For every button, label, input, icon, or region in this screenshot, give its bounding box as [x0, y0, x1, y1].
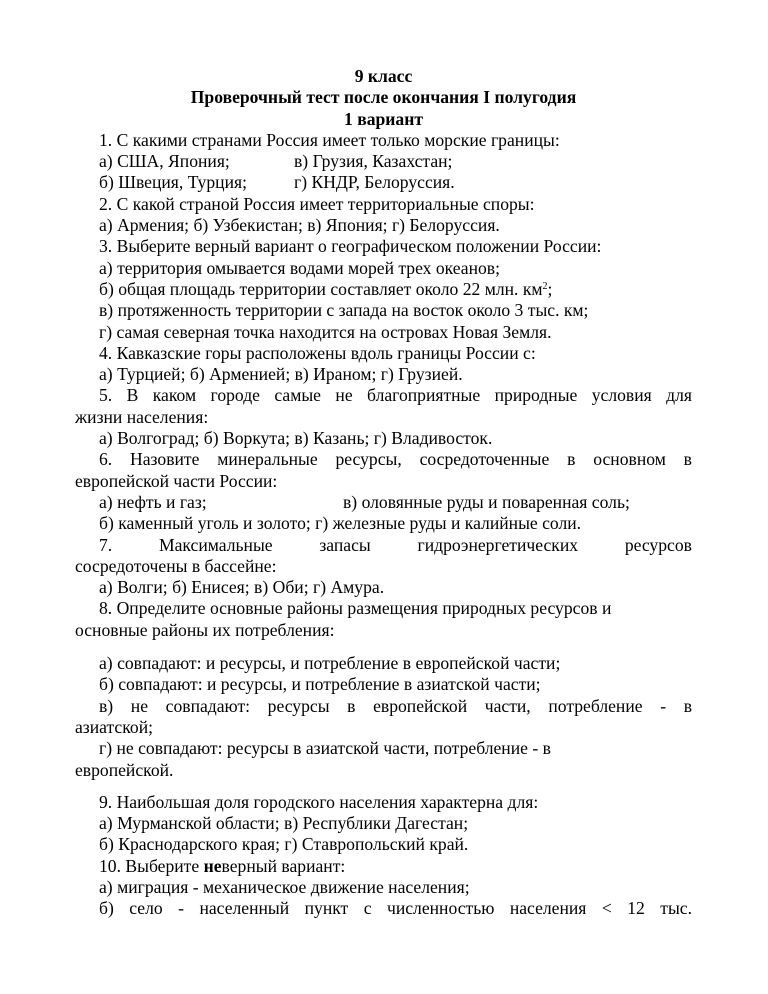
question-9-answers-row-1: а) Мурманской области; в) Республики Дагестан; — [99, 813, 469, 834]
question-10-bold: не — [203, 855, 222, 876]
answer-1g: г) КНДР, Белоруссия. — [294, 172, 455, 193]
answer-3b-end: ; — [547, 278, 553, 299]
answer-10a: а) миграция - механическое движение населения; — [99, 876, 470, 897]
answer-1v: в) Грузия, Казахстан; — [294, 151, 453, 172]
question-5-line-1: 5. В каком городе самые не благоприятные природные условия для — [99, 385, 692, 406]
answer-8b: б) совпадают: и ресурсы, и потребление в азиатской части; — [99, 674, 541, 695]
answer-8g-line-1: г) не совпадают: ресурсы в азиатской части, потребление - в — [99, 738, 551, 759]
question-2: 2. С какой страной Россия имеет территориальные споры: — [99, 193, 535, 214]
question-9: 9. Наибольшая доля городского населения характерна для: — [99, 791, 539, 812]
question-5-line-2: жизни населения: — [75, 406, 209, 427]
question-10 — [75, 856, 692, 877]
spacer — [75, 641, 692, 653]
grade-heading: 9 класс — [354, 66, 413, 86]
question-7-word-5: ресурсов — [624, 534, 692, 555]
question-1: 1. С какими странами Россия имеет только морские границы: — [99, 129, 560, 150]
question-8-line-2: основные районы их потребления: — [75, 619, 335, 640]
spacer — [75, 781, 692, 792]
answer-8g-line-2: европейской. — [75, 759, 174, 780]
question-8-line-1: 8. Определите основные районы размещения природных ресурсов и — [99, 598, 612, 619]
answer-3v: в) протяженность территории с запада на восток около 3 тыс. км; — [99, 300, 589, 321]
answer-1b: б) Швеция, Турция; — [99, 172, 247, 193]
test-title: Проверочный тест после окончания I полугодия — [190, 87, 577, 108]
answer-8a: а) совпадают: и ресурсы, и потребление в европейской части; — [99, 653, 561, 674]
question-6-line-2: европейской части России: — [75, 470, 278, 491]
answer-6v: в) оловянные руды и поваренная соль; — [343, 491, 630, 512]
question-7-line-2: сосредоточены в бассейне: — [75, 555, 277, 576]
answer-3b-text: б) общая площадь территории составляет около 22 млн. км — [99, 278, 543, 299]
answer-8v-line-2: азиатской; — [75, 716, 153, 737]
answer-3g: г) самая северная точка находится на островах Новая Земля. — [99, 321, 552, 342]
answer-3a: а) территория омывается водами морей трех океанов; — [99, 257, 500, 278]
question-7-word-3: запасы — [319, 534, 371, 555]
question-6-line-1: 6. Назовите минеральные ресурсы, сосредоточенные в основном в — [99, 449, 692, 470]
answer-3b-superscript: 2 — [542, 280, 548, 292]
document-page — [75, 66, 692, 920]
question-1-answers-row-1 — [75, 151, 692, 172]
answer-1a: а) США, Япония; — [99, 151, 230, 172]
question-10-pre: 10. Выберите — [99, 855, 204, 876]
question-7-answers: а) Волги; б) Енисея; в) Оби; г) Амура. — [99, 577, 385, 598]
question-6-answers-row-1 — [75, 492, 692, 513]
question-2-answers: а) Армения; б) Узбекистан; в) Япония; г) Белоруссия. — [99, 215, 500, 236]
question-9-answers-row-2: б) Краснодарского края; г) Ставропольский край. — [99, 834, 469, 855]
question-5-answers: а) Волгоград; б) Воркута; в) Казань; г) Владивосток. — [99, 428, 493, 449]
answer-8v-line-1: в) не совпадают: ресурсы в европейской части, потребление - в — [99, 695, 692, 716]
question-10-post: верный вариант: — [221, 855, 346, 876]
answer-10b: б) село - населенный пункт с численностью населения < 12 тыс. — [99, 898, 692, 919]
answer-6a: а) нефть и газ; — [99, 491, 207, 512]
question-7-line-1 — [75, 535, 692, 556]
question-3: 3. Выберите верный вариант о географическом положении России: — [99, 236, 602, 257]
question-4: 4. Кавказские горы расположены вдоль границы России с: — [99, 342, 536, 363]
question-7-word-1: 7. — [99, 534, 113, 555]
question-6-answers-row-2: б) каменный уголь и золото; г) железные руды и калийные соли. — [99, 513, 582, 534]
question-7-word-2: Максимальные — [158, 534, 273, 555]
question-7-word-4: гидроэнергетических — [417, 534, 579, 555]
question-4-answers: а) Турцией; б) Арменией; в) Ираном; г) Грузией. — [99, 364, 463, 385]
question-1-answers-row-2 — [75, 172, 692, 193]
variant-heading: 1 вариант — [344, 108, 423, 129]
answer-3b — [75, 279, 692, 300]
